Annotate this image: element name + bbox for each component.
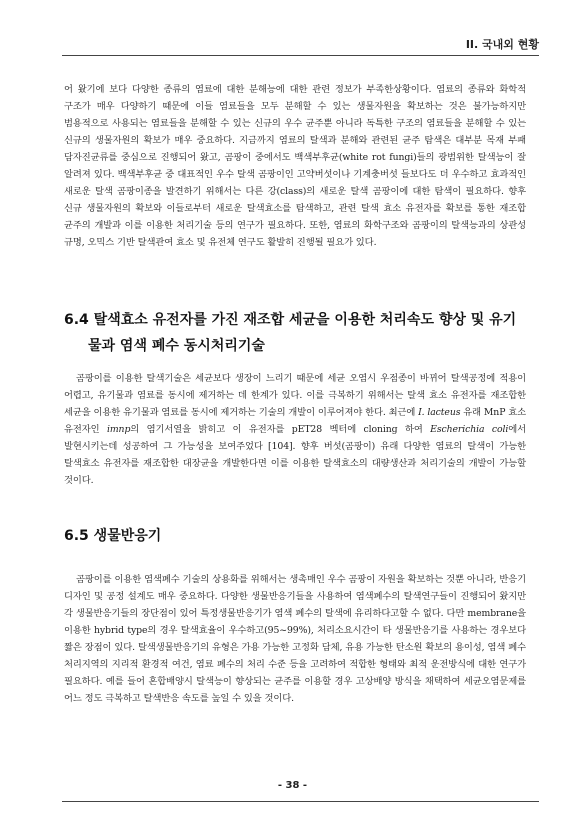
text-segment: 곰팡이를 이용한 탈색기술은 세균보다 생장이 느리기 때문에 세균 오염시 우점종이 바뀌어 탈색공정에 적용이 어렵고, 유기물과 염료를 동시에 제거하는 데 한계가 있다. 이를 극복하기 위해서는 탈색 효소 유전자를 재조합한 세균을 이용한 유기물과 염료를 동시에 제거하는 기술의 개발이 이루어져야 한다. 최근에 [64,373,526,419]
section-6-4-title-line-2: 물과 염색 폐수 동시처리기술 [88,338,265,354]
species-name: Escherichia coli [430,424,509,436]
text-segment: 유래 MnP 효소 유전자인 [64,407,526,436]
section-6-5-paragraph: 곰팡이를 이용한 염색폐수 기술의 상용화를 위해서는 생촉매인 우수 곰팡이 자원을 확보하는 것뿐 아니라, 반응기 디자인 및 공정 설계도 매우 중요하다. 다양한 생물반응기들을 사용하여 염색폐수의 탈색연구들이 진행되어 왔지만 각 생물반응기들의 장단점이 있어 특정생물반응기가 염색 폐수의 탈색에 유리하다고할 수 없다. 다만 membrane을 이용한 hybrid type의 경우 탈색효율이 우수하고(95~99%), 처리소요시간이 타 생물반응기를 사용하는 경우보다 짧은 장점이 있다. 탈색생물반응기의 유형은 가용 가능한 고정화 담체, 유용 가능한 탄소원 확보의 용이성, 염색 폐수 처리지역의 지리적 환경적 여건, 염료 폐수의 처리 수준 등을 고려하여 적합한 형태와 최적 운전방식에 대한 연구가 필요하다. 예를 들어 혼합배양시 탈색능이 향상되는 균주를 이용할 경우 고상배양 방식을 채택하여 세균오염문제를 어느 정도 극복하고 탈색반응 속도를 높일 수 있을 것이다. [64,574,526,705]
page-number: - 38 - [277,780,308,791]
paragraph-intro: 어 왔기에 보다 다양한 종류의 염료에 대한 분해능에 대한 관련 정보가 부족한상황이다. 염료의 종류와 화학적 구조가 매우 다양하기 때문에 이들 염료들을 모두 분해할 수 있는 생물자원을 확보하는 것은 불가능하지만 범용적으로 사용되는 염료들을 분해할 수 있는 신규의 우수 균주뿐 아니라 독특한 구조의 염료들을 분해할 수 있는 신규의 생물자원의 확보가 매우 중요하다. 지금까지 염료의 탈색과 분해와 관련된 균주 탐색은 대부분 목재 부패 담자진균류를 중심으로 진행되어 왔고, 곰팡이 중에서도 백색부후균(white rot fungi)들의 광범위한 탈색능이 잘 알려져 있다. 백색부후균 중 대표적인 우수 탈색 곰팡이인 고약버섯이나 기계충버섯 들보다도 더 우수하고 효과적인 새로운 탈색 곰팡이종을 발견하기 위해서는 다른 강(class)의 새로운 탈색 곰팡이에 대한 탐색이 필요하다. 향후 신규 생물자원의 확보와 이들로부터 새로운 탈색효소를 탐색하고, 관련 탈색 효소 유전자를 확보를 통한 재조합 균주의 개발과 이를 이용한 처리기술 등의 연구가 필요하다. 또한, 염료의 화학구조와 곰팡이의 탈색능과의 상관성 규명, 오믹스 기반 탈색관여 효소 및 유전체 연구도 활발히 진행될 필요가 있다. [64,84,526,249]
footer-rule [62,801,539,802]
section-6-4-heading [64,307,534,359]
gene-name: imnp [106,424,131,436]
section-6-4-paragraph [64,370,526,489]
section-6-5-heading: 6.5 생물반응기 [64,528,162,544]
header-rule [62,55,539,56]
section-6-4-title-line-1: 6.4 탈색효소 유전자를 가진 재조합 세균을 이용한 처리속도 향상 및 유기 [64,312,517,328]
text-segment: 의 염기서열을 밝히고 이 유전자를 pET28 벡터에 cloning 하여 [130,424,431,436]
text-segment: 에서 발현시키는데 성공하여 그 가능성을 보여주었다 [104]. 향후 버섯(곰팡이) 유래 다양한 염료의 탈색이 가능한 탈색효소 유전자를 재조합한 대장균을 개발한다면 이를 이용한 탈색효소의 대량생산과 처리기술의 개발이 가능할 것이다. [64,424,526,487]
running-header: II. 국내외 현황 [465,38,539,51]
species-name: I. lacteus [418,407,461,419]
